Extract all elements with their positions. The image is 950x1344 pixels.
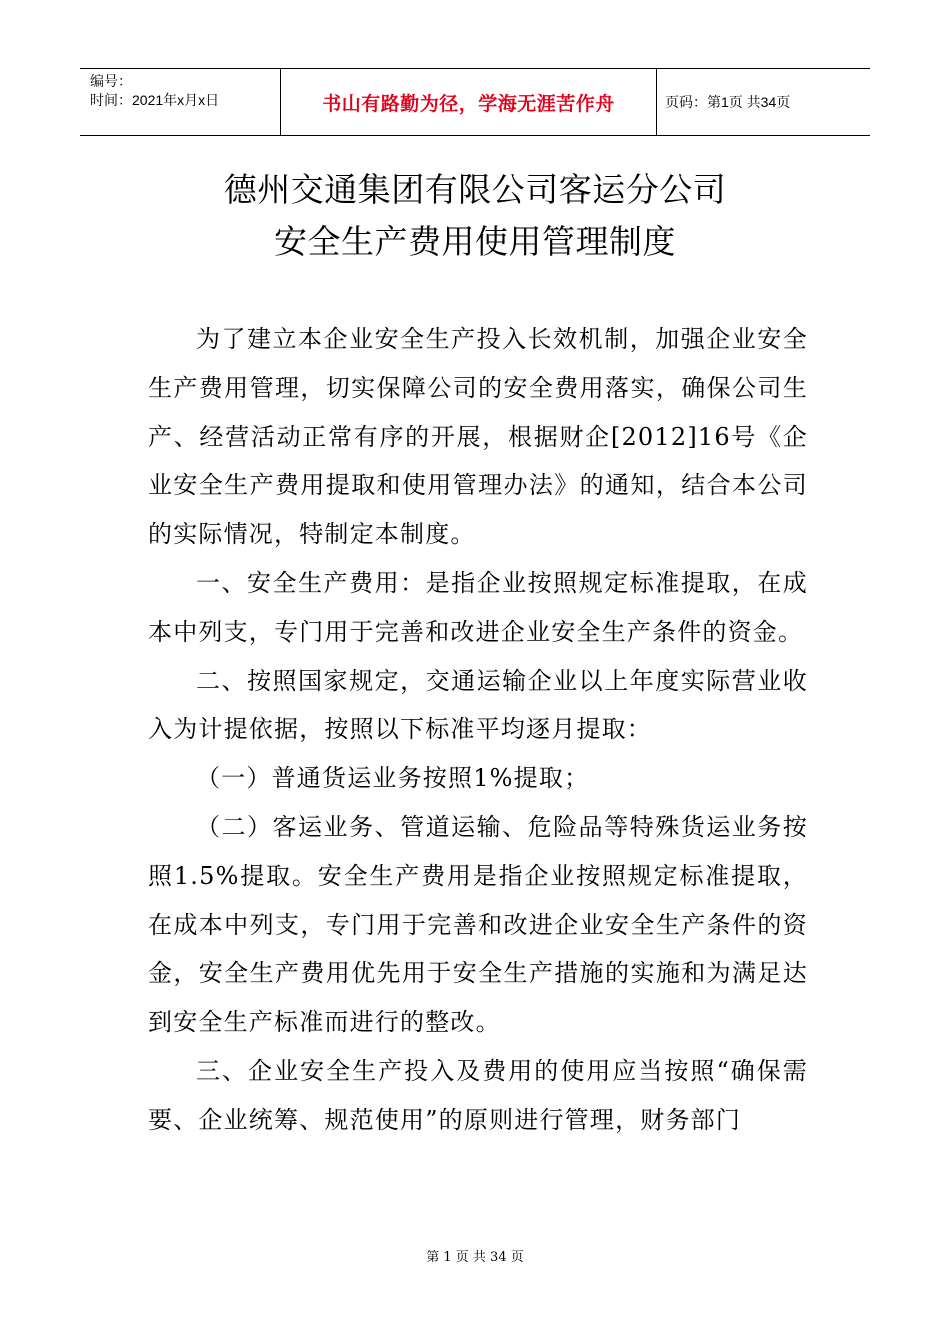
document-title-line-1: 德州交通集团有限公司客运分公司 <box>223 170 727 209</box>
paragraph-item-2: （二）客运业务、管道运输、危险品等特殊货运业务按照1.5%提取。安全生产费用是指企业按照规定标准提取，在成本中列支，专门用于完善和改进企业安全生产条件的资金，安全生产费用优先用于安全生产措施的实施和为满足达到安全生产标准而进行的整改。 <box>148 812 808 1037</box>
header-motto: 书山有路勤为径，学海无涯苦作舟 <box>281 69 657 135</box>
document-title-line-2: 安全生产费用使用管理制度 <box>274 222 676 261</box>
header-meta <box>80 69 281 135</box>
paragraph-section-2: 二、按照国家规定，交通运输企业以上年度实际营业收入为计提依据，按照以下标准平均逐月提取： <box>148 666 808 744</box>
paragraph-section-1: 一、安全生产费用：是指企业按照规定标准提取，在成本中列支，专门用于完善和改进企业安全生产条件的资金。 <box>148 568 808 646</box>
paragraph-item-1: （一）普通货运业务按照1%提取； <box>196 764 590 793</box>
page-footer: 第 1 页 共 34 页 <box>426 1250 524 1265</box>
paragraph-section-3: 三、企业安全生产投入及费用的使用应当按照“确保需要、企业统筹、规范使用”的原则进行管理，财务部门 <box>148 1056 808 1134</box>
header-page-info: 页码：第1页 共34页 <box>665 94 791 110</box>
paragraph-intro: 为了建立本企业安全生产投入长效机制，加强企业安全生产费用管理，切实保障公司的安全费用落实，确保公司生产、经营活动正常有序的开展，根据财企[2012]16号《企业安全生产费用提取和使用管理办法》的通知，结合本公司的实际情况，特制定本制度。 <box>148 325 808 549</box>
document-header <box>80 68 870 136</box>
document-body <box>148 315 808 1145</box>
time-label: 时间：2021年x月x日 <box>90 92 220 108</box>
number-label: 编号： <box>90 73 132 89</box>
